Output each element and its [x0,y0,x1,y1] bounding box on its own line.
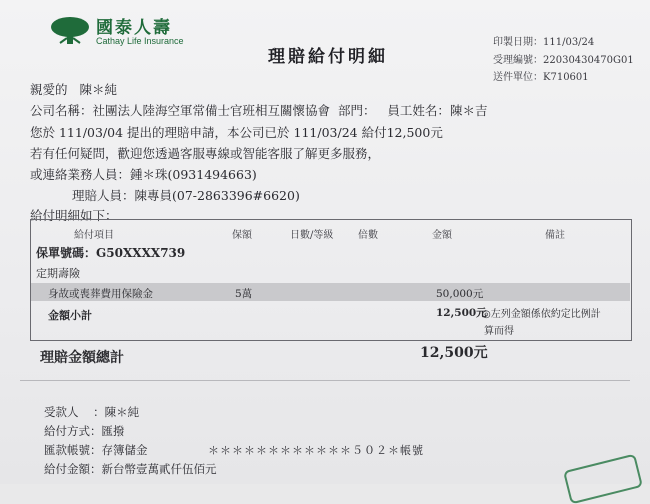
method-row: 給付方式：匯撥 [44,424,125,438]
account-number: ＊＊＊＊＊＊＊＊＊＊＊＊５０２＊帳號 [208,444,424,457]
col-amount-header: 金額 [432,230,452,241]
page-title: 理賠給付明細 [268,47,388,67]
plan-name: 定期壽險 [36,267,80,280]
subtotal-note: ◎左列金額係依約定比例計 [482,309,601,320]
case-number-row: 受理編號：22030430470G01 [493,55,634,66]
amount-row: 給付金額：新台幣壹萬貳仟伍佰元 [44,462,217,476]
claims-officer-line: 理賠人員：陳專員(07-2863396#6620) [72,188,300,203]
brand-name-zh: 國泰人壽 [96,18,172,38]
col-multiple-header: 倍數 [358,230,378,241]
greeting-line: 親愛的 陳＊純 [30,82,117,97]
company-line: 公司名稱：社團法人陸海空軍常備士官班相互關懷協會 部門： 員工姓名：陳＊吉 [30,103,488,118]
detail-intro: 給付明細如下： [30,208,118,223]
brand-name-en: Cathay Life Insurance [96,36,184,46]
total-amount: 12,500元 [420,345,488,361]
col-days-header: 日數/等級 [290,230,334,241]
payment-notice-line: 您於 111/03/04 提出的理賠申請，本公司已於 111/03/24 給付12,500元 [30,125,443,140]
subtotal-label: 金額小計 [48,309,92,322]
item-amount: 50,000元 [436,288,484,300]
company-seal-icon [563,454,643,504]
account-row: 匯款帳號：存簿儲金 [44,443,148,457]
cathay-tree-logo-icon [50,16,90,46]
total-label: 理賠金額總計 [40,350,124,366]
submit-unit-row: 送件單位：K710601 [493,72,589,83]
item-name: 身故或喪葬費用保險金 [48,288,153,300]
subtotal-note-cont: 算而得 [484,326,514,337]
insured-amount: 5萬 [235,288,253,300]
col-insured-header: 保額 [232,230,252,241]
subtotal-amount: 12,500元 [436,307,487,319]
inquiry-line: 若有任何疑問，歡迎您透過客服專線或智能客服了解更多服務， [30,146,381,161]
print-date-row: 印製日期：111/03/24 [493,37,595,48]
policy-number-row: 保單號碼：G50XXXX739 [36,246,186,260]
agent-line: 或連絡業務人員：鍾＊珠(0931494663) [30,167,257,182]
payee-row: 受款人 ：陳＊純 [44,405,140,419]
col-item-header: 給付項目 [74,230,114,241]
divider [20,380,630,381]
col-note-header: 備註 [545,230,565,241]
